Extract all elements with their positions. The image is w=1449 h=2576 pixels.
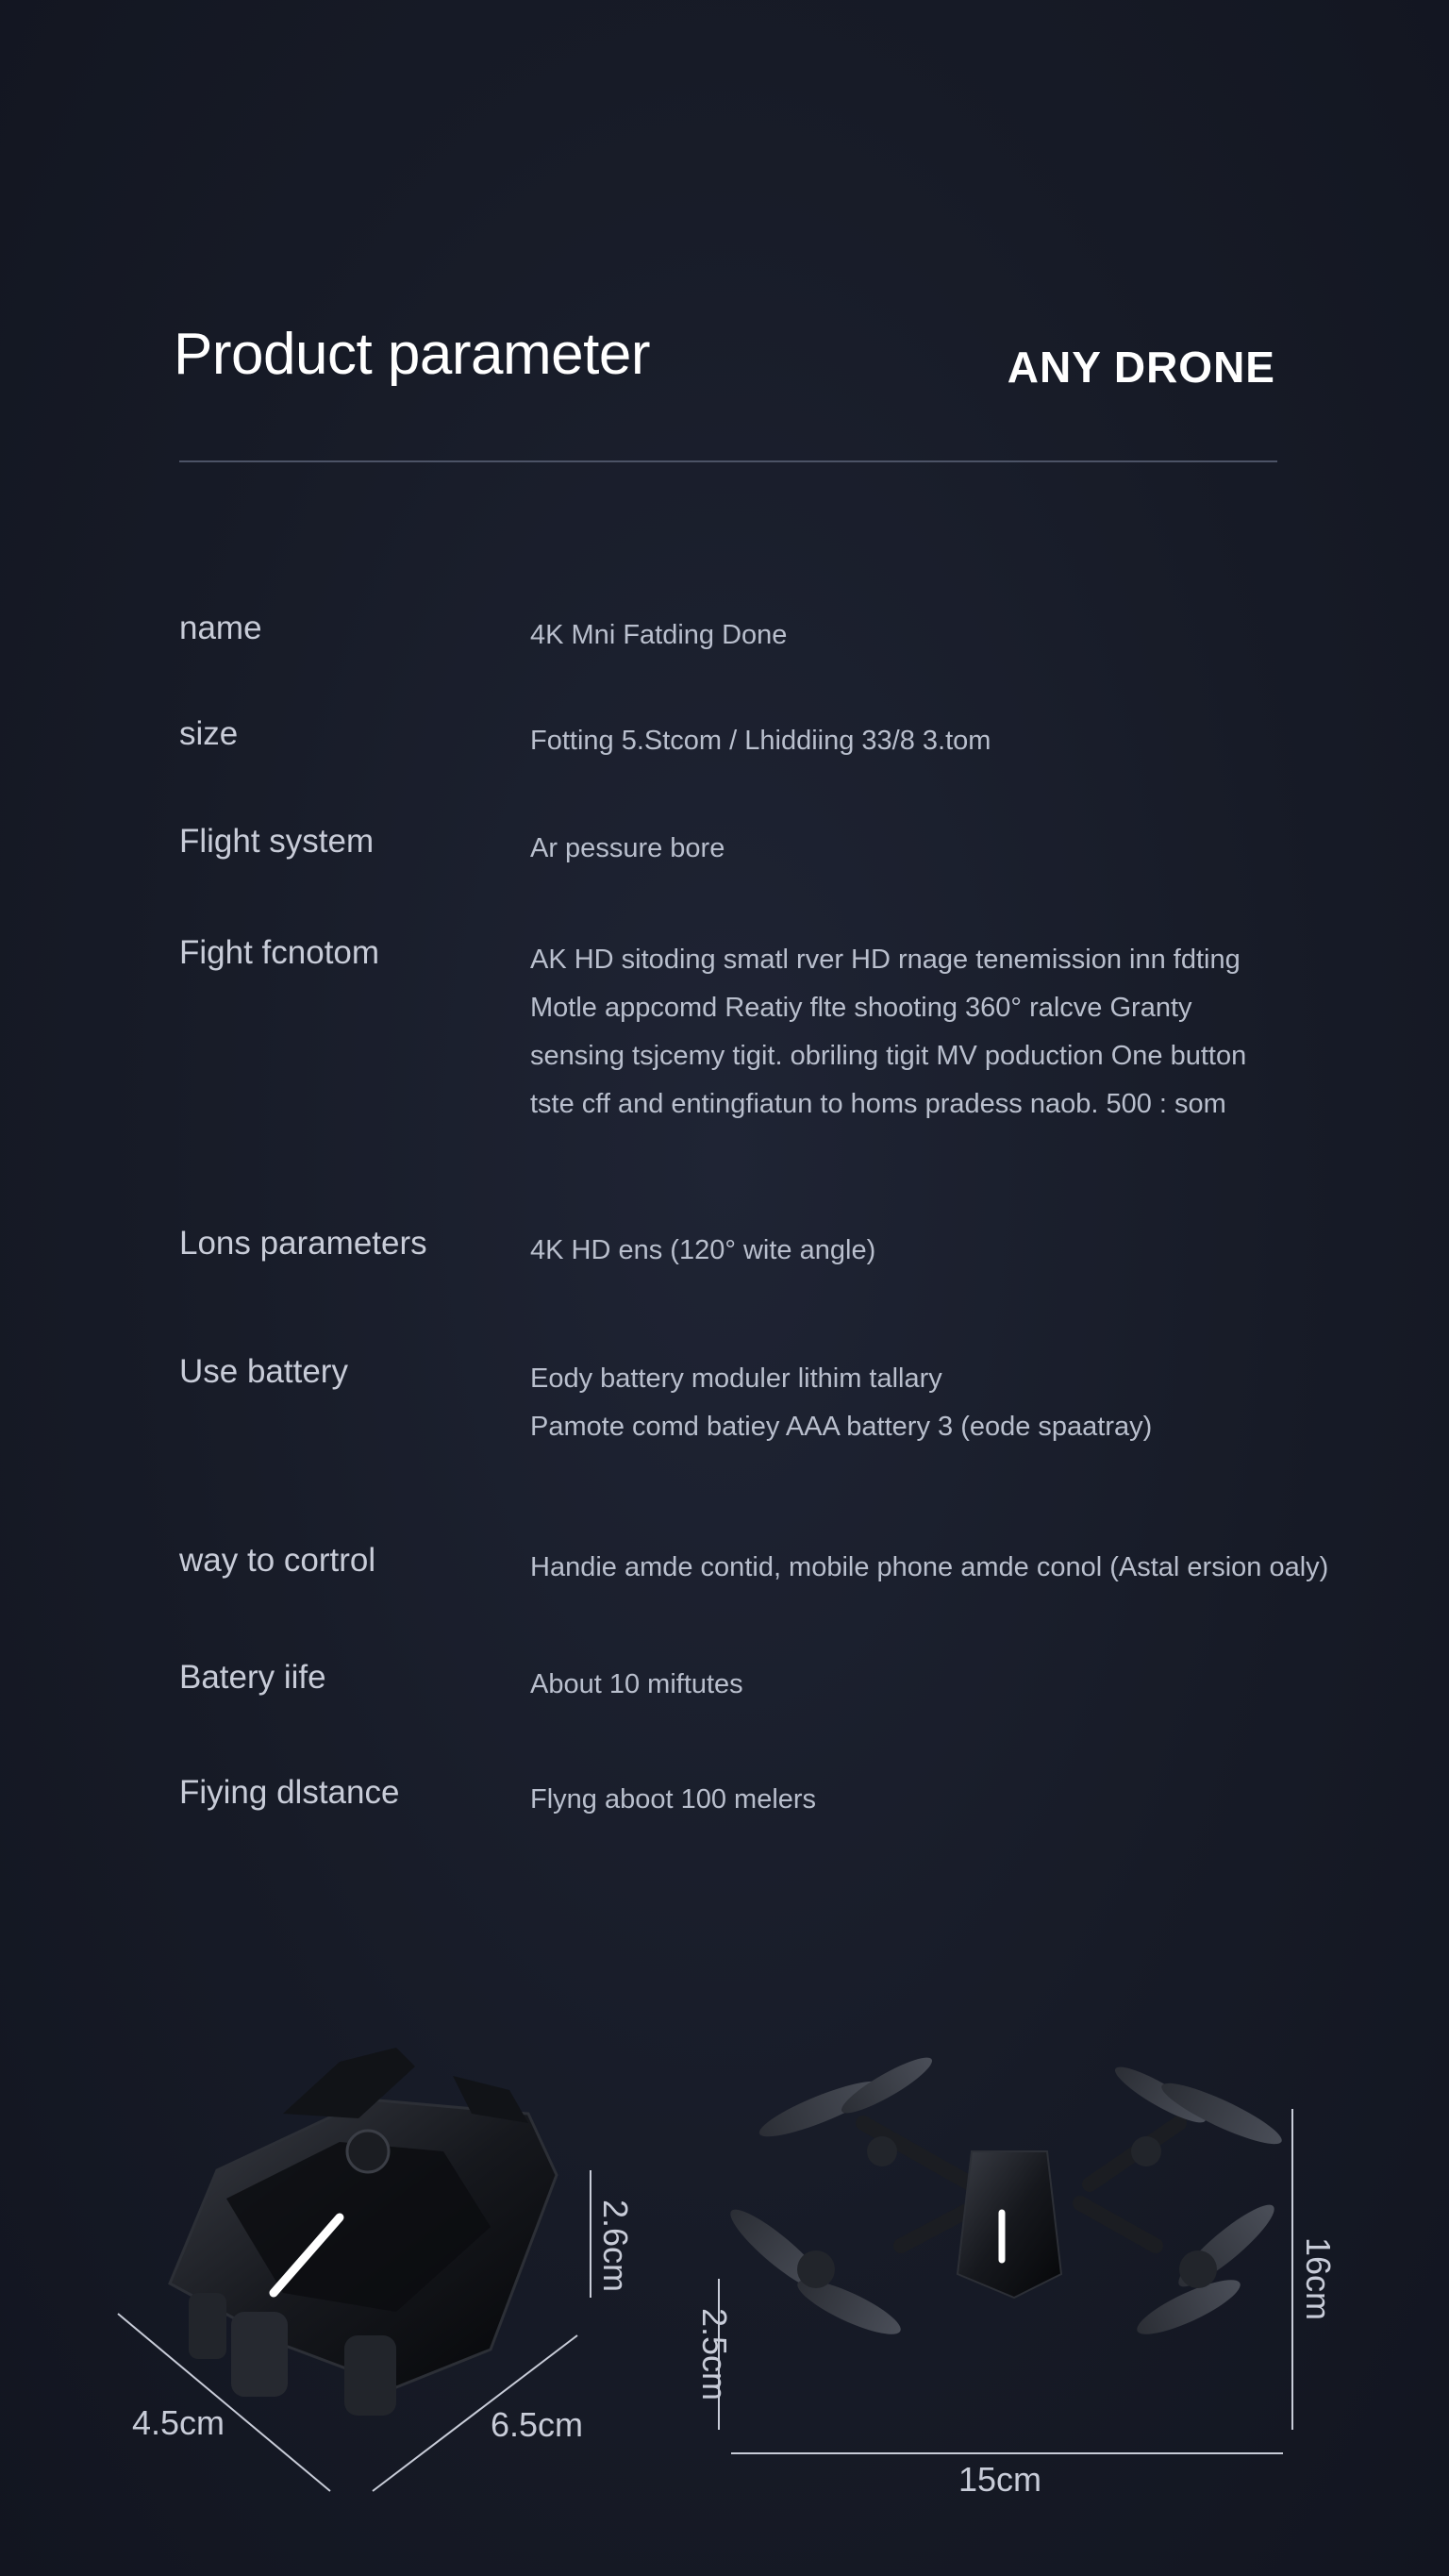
- drone-dimension-illustration: [0, 2010, 1449, 2576]
- unfolded-drone-image: [723, 2049, 1288, 2344]
- param-label: Lons parameters: [179, 1225, 427, 1262]
- folded-height-label: 2.6cm: [596, 2199, 635, 2293]
- param-value-line: About 10 miftutes: [530, 1669, 743, 1699]
- param-value-line: 4K HD ens (120° wite angle): [530, 1235, 876, 1265]
- param-value: [530, 717, 1398, 765]
- param-label: size: [179, 715, 239, 752]
- param-value-line: tste cff and entingfiatun to homs pradess naob. 500 : som: [530, 1089, 1226, 1119]
- param-value: [530, 825, 1398, 873]
- param-value-line: Handie amde contid, mobile phone amde conol (Astal ersion oaly): [530, 1552, 1329, 1582]
- unfolded-width-label: 15cm: [958, 2460, 1042, 2499]
- param-value: [530, 1661, 1398, 1709]
- unfolded-height-label: 2.5cm: [695, 2307, 734, 2401]
- param-value-line: Flyng aboot 100 melers: [530, 1784, 817, 1815]
- param-value-line: sensing tsjcemy tigit. obriling tigit MV poduction One button: [530, 1041, 1247, 1071]
- param-label: Flight system: [179, 823, 375, 860]
- page-title: Product parameter: [174, 322, 650, 387]
- param-label: name: [179, 610, 262, 646]
- header-divider: [179, 460, 1277, 462]
- brand-name: ANY DRONE: [1007, 343, 1275, 392]
- param-value-line: Fotting 5.Stcom / Lhiddiing 33/8 3.tom: [530, 726, 991, 756]
- param-label: Use battery: [179, 1353, 348, 1390]
- param-label: Fight fcnotom: [179, 934, 380, 971]
- param-label: Fiying dlstance: [179, 1774, 400, 1811]
- param-value-line: Eody battery moduler lithim tallary: [530, 1363, 942, 1394]
- param-value: [530, 1227, 1398, 1275]
- unfolded-length-label: 16cm: [1299, 2236, 1338, 2321]
- param-value-line: Pamote comd batiey AAA battery 3 (eode spaatray): [530, 1412, 1153, 1442]
- folded-width-label: 4.5cm: [132, 2403, 225, 2442]
- param-value-line: AK HD sitoding smatl rver HD rnage tenemission inn fdting: [530, 945, 1241, 975]
- folded-drone-image: [170, 2048, 557, 2416]
- param-value-line: Motle appcomd Reatiy flte shooting 360° ralcve Granty: [530, 993, 1192, 1023]
- param-value-line: 4K Mni Fatding Done: [530, 620, 788, 650]
- param-label: way to cortrol: [179, 1542, 376, 1579]
- param-value: [530, 611, 1398, 660]
- param-value-line: Ar pessure bore: [530, 833, 725, 863]
- param-value: [530, 1355, 1398, 1451]
- param-label: Batery iife: [179, 1659, 326, 1696]
- param-value: [530, 1776, 1398, 1824]
- param-value: [530, 1544, 1398, 1592]
- folded-length-label: 6.5cm: [491, 2405, 584, 2444]
- param-value: [530, 936, 1398, 1129]
